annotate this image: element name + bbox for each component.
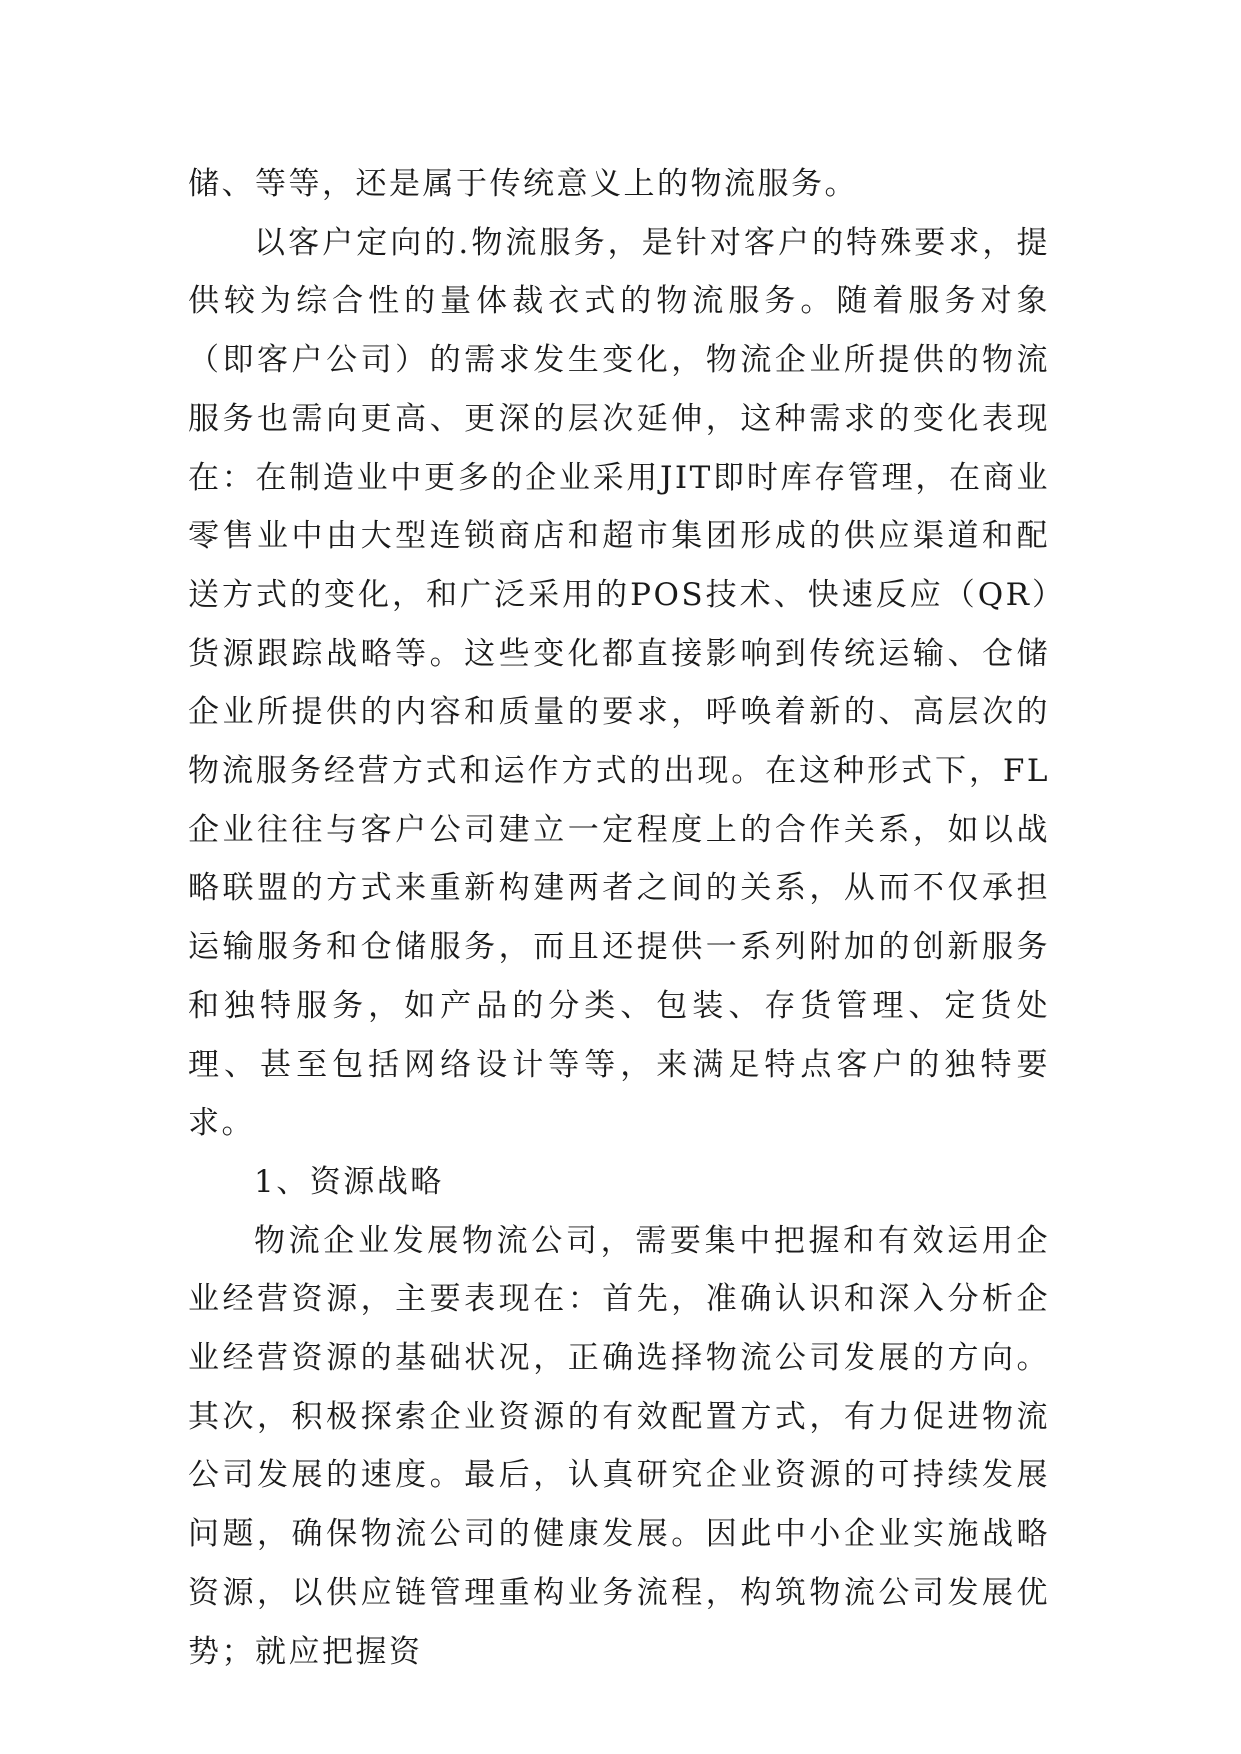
paragraph-resource-strategy: 物流企业发展物流公司，需要集中把握和有效运用企业经营资源，主要表现在：首先，准确认识和深入分析企业经营资源的基础状况，正确选择物流公司发展的方向。其次，积极探索企业资源的有效配置方式，有力促进物流公司发展的速度。最后，认真研究企业资源的可持续发展问题，确保物流公司的健康发展。因此中小企业实施战略资源，以供应链管理重构业务流程，构筑物流公司发展优势；就应把握资 <box>188 1222 1050 1670</box>
paragraph-continuation: 储、等等，还是属于传统意义上的物流服务。 <box>188 166 858 202</box>
document-body <box>188 155 1050 1681</box>
paragraph-customer-oriented-service: 以客户定向的.物流服务，是针对客户的特殊要求，提供较为综合性的量体裁衣式的物流服务。随着服务对象（即客户公司）的需求发生变化，物流企业所提供的物流服务也需向更高、更深的层次延伸，这种需求的变化表现在：在制造业中更多的企业采用JIT即时库存管理，在商业零售业中由大型连锁商店和超市集团形成的供应渠道和配送方式的变化，和广泛采用的POS技术、快速反应（QR）货源跟踪战略等。这些变化都直接影响到传统运输、仓储企业所提供的内容和质量的要求，呼唤着新的、高层次的物流服务经营方式和运作方式的出现。在这种形式下，FL企业往往与客户公司建立一定程度上的合作关系，如以战略联盟的方式来重新构建两者之间的关系，从而不仅承担运输服务和仓储服务，而且还提供一系列附加的创新服务和独特服务，如产品的分类、包装、存货管理、定货处理、甚至包括网络设计等等，来满足特点客户的独特要求。 <box>188 224 1050 1142</box>
section-heading-resource-strategy: 1、资源战略 <box>254 1163 444 1200</box>
